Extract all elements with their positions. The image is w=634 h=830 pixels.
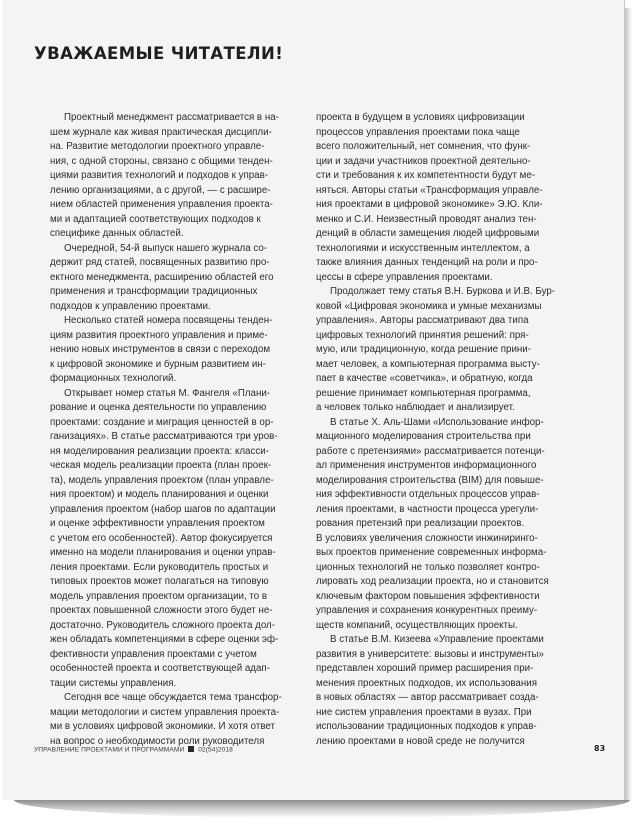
text-line: с учетом его особенностей). Автор фокусируется xyxy=(50,532,273,544)
text-line: представлен хороший пример расширения при- xyxy=(316,663,534,674)
text-line: нению новых инструментов в связи с переходом xyxy=(50,344,271,355)
page-number: 83 xyxy=(594,744,606,753)
text-line: цифровых технологий принятия решений: пря- xyxy=(316,329,529,341)
text-line: ния, с одной стороны, связано с общими тенден- xyxy=(50,155,273,167)
text-line: также влияния данных тенденций на роли и про- xyxy=(316,257,538,268)
text-line: В статье В.М. Кизеева «Управление проектами xyxy=(330,634,544,645)
text-line: Очередной, 54-й выпуск нашего журнала со- xyxy=(64,242,268,254)
footer-issue-number: 02(54)2018 xyxy=(198,746,233,754)
text-line: специфике данных областей. xyxy=(50,228,184,239)
text-line: ключевым фактором повышения эффективности xyxy=(316,590,540,602)
text-line: шем журнале как живая практическая дисципли- xyxy=(50,126,272,138)
text-line: Открывает номер статья М. Фангеля «Плани- xyxy=(64,387,271,399)
text-line: работе с претензиями» рассматривается потенци- xyxy=(316,445,545,457)
footer-separator-square xyxy=(188,746,194,752)
text-line: управления и сохранения конкурентных преиму- xyxy=(316,605,538,616)
text-line: формационных технологий. xyxy=(50,373,177,384)
text-line: мает человек, а компьютерная программа высту- xyxy=(316,358,540,370)
page-heading: УВАЖАЕМЫЕ ЧИТАТЕЛИ! xyxy=(34,44,284,63)
journal-page xyxy=(2,0,625,800)
text-line: ния эффективности отдельных процессов управ- xyxy=(316,489,540,500)
text-line: ния проектами в цифровой экономике» Э.Ю. Кли- xyxy=(316,199,543,210)
text-line: мационного моделирования строительства при xyxy=(316,431,531,442)
text-line: моделирования строительства (BIM) для повыше- xyxy=(316,474,544,486)
text-line: жен обладать компетенциями в сфере оценки эф- xyxy=(50,634,279,645)
text-line: а человек только наблюдает и анализирует. xyxy=(316,402,515,413)
text-line: менко и С.И. Неизвестный проводят анализ тен- xyxy=(316,213,537,225)
text-line: лировать ход реализации проекта, но и становится xyxy=(316,576,549,587)
text-line: Проектный менеджмент рассматривается в на- xyxy=(64,112,279,123)
text-line: подходов к управлению проектами. xyxy=(50,300,211,312)
text-line: ковой «Цифровая экономика и умные механизмы xyxy=(316,300,542,312)
text-line: ганизациях». В статье рассматриваются три уров- xyxy=(50,431,278,442)
text-line: ния проектом) и модель планирования и оценки xyxy=(50,489,269,500)
text-line: проекта в будущем в условиях цифровизации xyxy=(316,112,525,123)
text-column-left xyxy=(50,111,312,749)
text-line: ми и адаптацией соответствующих подходов к xyxy=(50,213,261,225)
text-line: ления проектами. Если руководитель простых и xyxy=(50,561,269,573)
text-line: ми в условиях цифровой экономики. И хотя ответ xyxy=(50,721,275,732)
text-line: вых проектов применение современных информа- xyxy=(316,547,547,558)
text-line: на. Развитие методологии проектного управле- xyxy=(50,141,265,152)
text-line: та), модель управления проектом (план управле- xyxy=(50,474,274,486)
text-line: проектами: создание и миграция ценностей в ор- xyxy=(50,416,274,428)
text-line: фективности управления проектами с учетом xyxy=(50,648,257,660)
text-line: процессов управления проектами пока чаще xyxy=(316,126,520,138)
text-line: рования претензий при реализации проектов. xyxy=(316,518,525,529)
text-line: лению организациями, а с другой, — с расшире- xyxy=(50,184,271,196)
text-line: мации методологии и систем управления проекта- xyxy=(50,706,280,718)
text-line: проектах повышенной сложности этого будет не- xyxy=(50,605,273,616)
page-shadow-bottom xyxy=(14,800,630,818)
text-line: лению проектами в новой среде не получится xyxy=(316,735,525,747)
text-line: рование и оценка деятельности по управлению xyxy=(50,402,267,413)
text-line: циям развития проектного управления и приме- xyxy=(50,329,268,341)
text-line: Несколько статей номера посвящены тенден- xyxy=(64,315,273,326)
text-line: менения проектных подходов, их использования xyxy=(316,677,537,689)
text-line: сти и требования к их компетентности будут ме- xyxy=(316,170,536,181)
text-line: ционных технологий не только позволяет контро- xyxy=(316,561,540,573)
text-line: В условиях увеличения сложности инжиниринго- xyxy=(316,532,538,544)
text-line: в новых областях — автор рассматривает созда- xyxy=(316,692,539,703)
footer-journal-info xyxy=(34,746,233,754)
text-line: к цифровой экономике и бурным развитием ин- xyxy=(50,358,266,370)
text-line: ал применения инструментов информационного xyxy=(316,460,537,471)
text-line: именно на модели планирования и оценки управ- xyxy=(50,547,276,558)
text-line: нием областей применения управления проекта- xyxy=(50,199,273,210)
text-line: всего положительный, нет сомнения, что функ- xyxy=(316,141,531,152)
text-line: мую, или традиционную, когда решение прини- xyxy=(316,344,531,355)
text-line: решение принимает компьютерная программа, xyxy=(316,387,531,399)
text-line: ние систем управления проектами в вузах. При xyxy=(316,706,532,718)
text-line: ектного менеджмента, расширению областей его xyxy=(50,271,274,283)
footer-journal-title: УПРАВЛЕНИЕ ПРОЕКТАМИ И ПРОГРАММАМИ xyxy=(34,746,185,754)
text-line: технологиями и искусственным интеллектом, а xyxy=(316,242,530,254)
text-line: применения и трансформации традиционных xyxy=(50,286,258,297)
text-line: ществ компаний, осуществляющих проекты. xyxy=(316,619,518,631)
text-line: ления проектами, в частности процесса урегули- xyxy=(316,503,539,515)
text-line: развития в университете: вызовы и инструменты» xyxy=(316,648,544,660)
text-line: ня моделирования реализации проекта: класси- xyxy=(50,445,269,457)
text-line: и оценке эффективности управления проектом xyxy=(50,518,265,529)
text-line: денций в области замещения людей цифровыми xyxy=(316,228,540,239)
text-line: пает в качестве «советчика», и обратную, когда xyxy=(316,373,533,384)
text-line: цессы в сфере управления проектами. xyxy=(316,271,493,283)
text-line: тации системы управления. xyxy=(50,677,177,689)
text-line: достаточно. Руководитель сложного проекта дол- xyxy=(50,619,275,631)
text-line: управления». Авторы рассматривают два типа xyxy=(316,315,529,326)
text-line: держит ряд статей, посвященных развитию про- xyxy=(50,257,270,268)
text-line: управления проектом (набор шагов по адаптации xyxy=(50,503,276,515)
page-shadow-right xyxy=(624,8,632,800)
text-line: ческая модель реализации проекта (план проек- xyxy=(50,460,272,471)
text-line: типовых проектов может полагаться на типовую xyxy=(50,576,269,587)
text-line: циями развития технологий и подходов к управ- xyxy=(50,170,269,181)
text-line: ции и задачи участников проектной деятельно- xyxy=(316,155,531,167)
text-line: модель управления проектом организации, то в xyxy=(50,590,268,602)
text-column-right xyxy=(316,111,578,749)
text-line: Сегодня все чаще обсуждается тема трансфор- xyxy=(64,692,282,703)
text-line: В статье Х. Аль-Шами «Использование инфор- xyxy=(330,416,544,428)
text-line: няться. Авторы статьи «Трансформация управле- xyxy=(316,184,543,196)
text-line: на вопрос о необходимости роли руководителя xyxy=(50,735,265,747)
text-line: использовании традиционных подходов к управ- xyxy=(316,721,537,732)
text-line: особенностей проекта и соответствующей адап- xyxy=(50,663,270,674)
text-line: Продолжает тему статья В.Н. Буркова и И.В. Бур- xyxy=(330,286,556,297)
